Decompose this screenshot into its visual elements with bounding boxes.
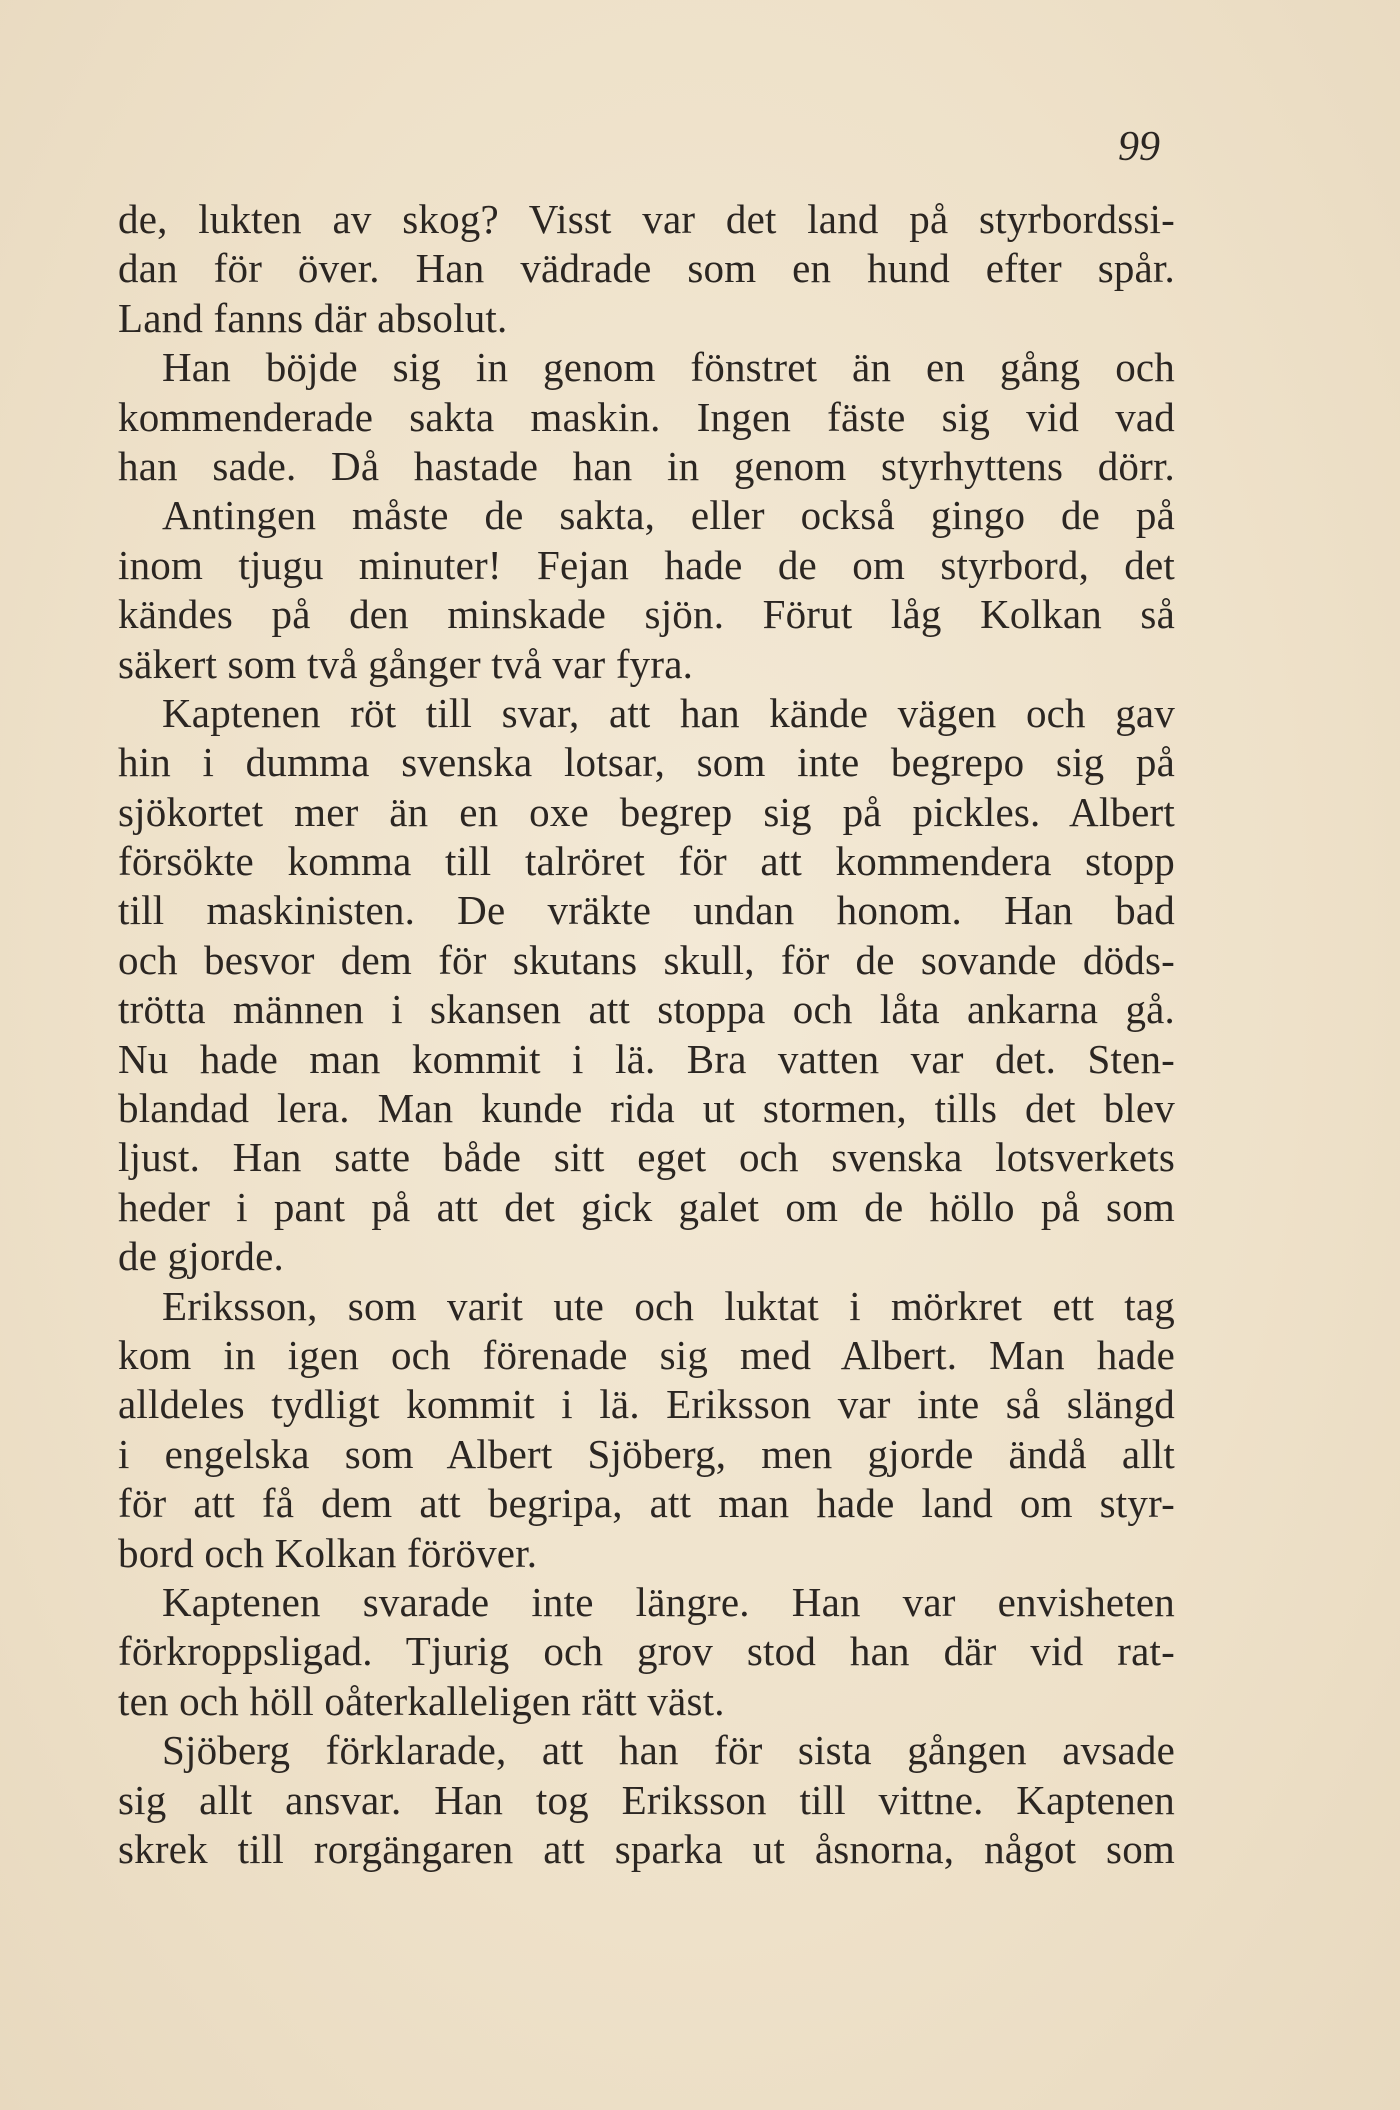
- paragraph: [118, 343, 1175, 491]
- text-line: Nu hade man kommit i lä. Bra vatten var det. Sten-: [118, 1035, 1175, 1082]
- text-line: och besvor dem för skutans skull, för de sovande döds-: [118, 936, 1175, 983]
- paragraph: [118, 1578, 1175, 1726]
- text-line: bord och Kolkan föröver.: [118, 1529, 538, 1576]
- paragraph: [118, 1282, 1175, 1578]
- text-line: säkert som två gånger två var fyra.: [118, 640, 694, 687]
- text-line: han sade. Då hastade han in genom styrhyttens dörr.: [118, 442, 1175, 489]
- text-line: Kaptenen röt till svar, att han kände vägen och gav: [162, 689, 1175, 736]
- paragraph: [118, 689, 1175, 1282]
- text-line: Eriksson, som varit ute och luktat i mörkret ett tag: [162, 1282, 1175, 1329]
- body-text: [118, 195, 1175, 1874]
- text-line: hin i dumma svenska lotsar, som inte begrepo sig på: [118, 739, 1175, 786]
- text-line: dan för över. Han vädrade som en hund efter spår.: [118, 245, 1175, 292]
- text-line: kommenderade sakta maskin. Ingen fäste sig vid vad: [118, 393, 1175, 440]
- text-line: Kaptenen svarade inte längre. Han var envisheten: [162, 1578, 1175, 1625]
- paragraph: [118, 195, 1175, 343]
- text-line: Han böjde sig in genom fönstret än en gång och: [162, 344, 1175, 391]
- text-line: trötta männen i skansen att stoppa och låta ankarna gå.: [118, 986, 1175, 1033]
- text-line: inom tjugu minuter! Fejan hade de om styrbord, det: [118, 541, 1175, 588]
- paragraph: [118, 1726, 1175, 1874]
- text-line: försökte komma till talröret för att kommendera stopp: [118, 838, 1175, 885]
- text-line: sig allt ansvar. Han tog Eriksson till vittne. Kaptenen: [118, 1776, 1175, 1823]
- text-line: Land fanns där absolut.: [118, 294, 508, 341]
- text-line: ten och höll oåterkalleligen rätt väst.: [118, 1677, 725, 1724]
- text-line: förkroppsligad. Tjurig och grov stod han där vid rat-: [118, 1628, 1175, 1675]
- text-line: till maskinisten. De vräkte undan honom. Han bad: [118, 887, 1175, 934]
- text-line: alldeles tydligt kommit i lä. Eriksson var inte så slängd: [118, 1381, 1175, 1428]
- paragraph: [118, 491, 1175, 689]
- text-line: kom in igen och förenade sig med Albert. Man hade: [118, 1331, 1175, 1378]
- text-line: Sjöberg förklarade, att han för sista gången avsade: [162, 1727, 1175, 1774]
- text-line: de, lukten av skog? Visst var det land på styrbordssi-: [118, 196, 1175, 242]
- page-number: 99: [1118, 124, 1160, 170]
- text-line: de gjorde.: [118, 1233, 284, 1280]
- text-line: sjökortet mer än en oxe begrep sig på pickles. Albert: [118, 788, 1175, 835]
- text-line: kändes på den minskade sjön. Förut låg Kolkan så: [118, 591, 1175, 638]
- text-line: skrek till rorgängaren att sparka ut åsnorna, något som: [118, 1825, 1175, 1872]
- text-line: i engelska som Albert Sjöberg, men gjorde ändå allt: [118, 1430, 1175, 1477]
- text-line: blandad lera. Man kunde rida ut stormen, tills det blev: [118, 1085, 1175, 1132]
- text-line: heder i pant på att det gick galet om de höllo på som: [118, 1183, 1175, 1230]
- text-line: Antingen måste de sakta, eller också gingo de på: [162, 492, 1175, 539]
- text-line: för att få dem att begripa, att man hade land om styr-: [118, 1480, 1175, 1527]
- text-line: ljust. Han satte både sitt eget och svenska lotsverkets: [118, 1134, 1175, 1181]
